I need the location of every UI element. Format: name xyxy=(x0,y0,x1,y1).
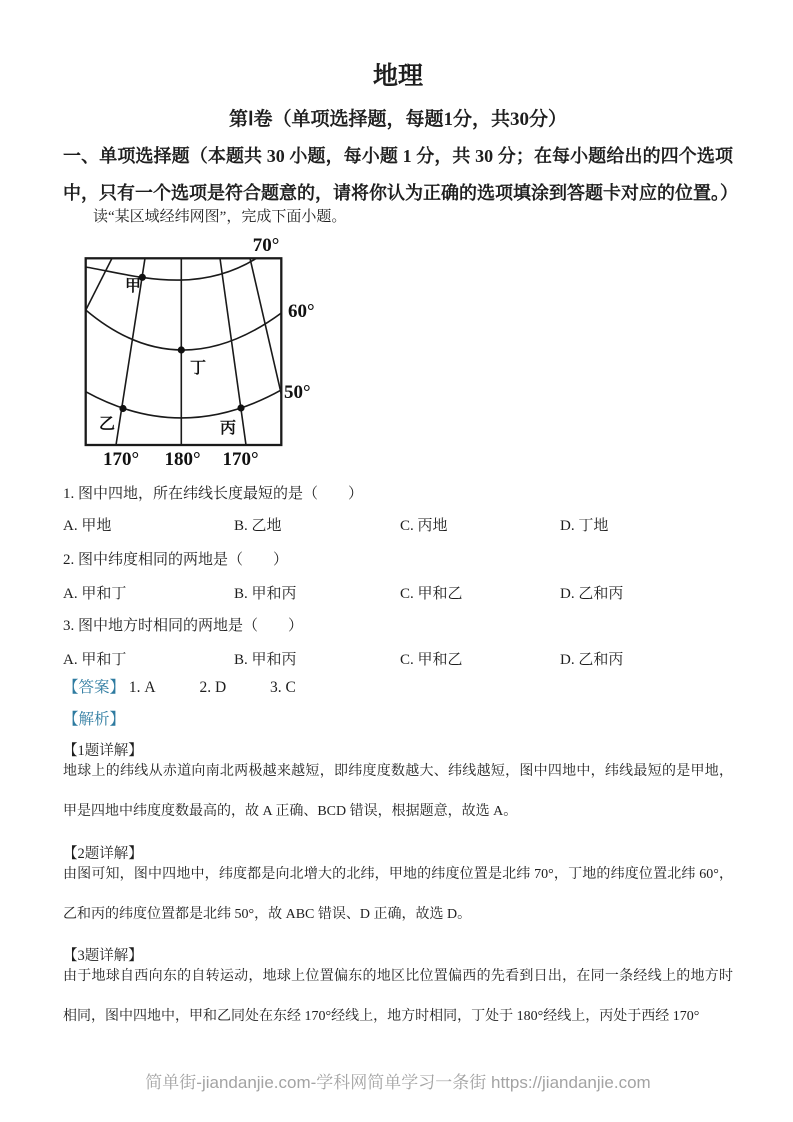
question-2-text: 图中纬度相同的两地是（ ） xyxy=(78,552,289,568)
explanation-3-text: 由于地球自西向东的自转运动，地球上位置偏东的地区比位置偏西的先看到日出，在同一条经线上的地方时相同，图中四地中，甲和乙同处在东经 170°经线上，地方时相同，丁处于 180°经线上，丙处于西经 170° xyxy=(63,969,733,1024)
question-1-option-d: D. 丁地 xyxy=(560,518,609,534)
answer-q1: 1. A xyxy=(128,679,156,696)
question-1-option-c: C. 丙地 xyxy=(400,518,448,534)
explanation-1-text: 地球上的纬线从赤道向南北两极越来越短，即纬度度数越大、纬线越短，图中四地中，纬线最短的是甲地，甲是四地中纬度度数最高的，故 A 正确、BCD 错误，根据题意，故选 A。 xyxy=(63,764,733,819)
explanation-3-heading: 【3题详解】 xyxy=(63,948,143,964)
footer-watermark: 简单街-jiandanjie.com-学科网简单学习一条街 https://jiandanjie.com xyxy=(145,1073,651,1092)
lat-60-label: 60° xyxy=(288,301,315,322)
question-2-options xyxy=(63,582,733,602)
lon-170e-label: 170° xyxy=(102,449,140,470)
lat-70-label: 70° xyxy=(252,235,280,256)
point-bing-dot xyxy=(237,404,244,411)
question-1-number: 1. xyxy=(63,486,75,502)
question-1-option-b: B. 乙地 xyxy=(234,518,282,534)
meridian-far-right xyxy=(250,258,293,445)
question-3 xyxy=(63,614,733,635)
question-1-option-a: A. 甲地 xyxy=(63,518,112,534)
answer-q3: 3. C xyxy=(270,679,296,696)
parallel-50 xyxy=(86,390,282,418)
question-3-option-a: A. 甲和丁 xyxy=(63,652,127,668)
answer-q2: 2. D xyxy=(199,679,227,696)
point-ding-label: 丁 xyxy=(189,360,207,377)
exam-section-title: 第Ⅰ卷（单项选择题，每题1分，共30分） xyxy=(228,109,568,130)
explanation-1-heading: 【1题详解】 xyxy=(63,743,143,759)
point-ding-dot xyxy=(178,346,185,353)
question-1-text: 图中四地，所在纬线长度最短的是（ ） xyxy=(78,486,364,502)
map-svg xyxy=(63,225,335,470)
question-3-option-d: D. 乙和丙 xyxy=(560,652,624,668)
explanation-2-heading: 【2题详解】 xyxy=(63,846,143,862)
question-3-number: 3. xyxy=(63,618,75,634)
question-3-text: 图中地方时相同的两地是（ ） xyxy=(78,618,304,634)
point-yi-dot xyxy=(119,405,126,412)
page-title: 地理 xyxy=(372,63,423,90)
question-2-option-b: B. 甲和丙 xyxy=(234,586,297,602)
lon-180-label: 180° xyxy=(164,449,201,470)
point-yi-label: 乙 xyxy=(98,416,116,433)
answers-label: 【答案】 xyxy=(63,679,126,696)
meridian-170w xyxy=(220,258,246,445)
page-content xyxy=(63,0,738,1122)
question-3-options xyxy=(63,648,733,668)
lat-50-label: 50° xyxy=(284,382,311,403)
section-instructions: 一、单项选择题（本题共 30 小题，每小题 1 分，共 30 分；在每小题给出的四个选项中，只有一个选项是符合题意的，请将你认为正确的选项填涂到答题卡对应的位置。） xyxy=(63,146,738,203)
question-2-option-c: C. 甲和乙 xyxy=(400,586,463,602)
question-2-option-d: D. 乙和丙 xyxy=(560,586,624,602)
question-3-option-b: B. 甲和丙 xyxy=(234,652,297,668)
question-1-options xyxy=(63,514,733,534)
explanation-2-text: 由图可知，图中四地中，纬度都是向北增大的北纬，甲地的纬度位置是北纬 70°，丁地的纬度位置北纬 60°，乙和丙的纬度位置都是北纬 50°，故 ABC 错误、D 正确，故选 D。 xyxy=(63,867,733,922)
analysis-label: 【解析】 xyxy=(63,711,126,728)
question-2 xyxy=(63,548,733,569)
question-1 xyxy=(63,482,733,503)
lat-lon-grid-figure xyxy=(63,225,335,470)
question-3-option-c: C. 甲和乙 xyxy=(400,652,463,668)
meridian-far-left xyxy=(63,258,112,355)
question-2-number: 2. xyxy=(63,552,75,568)
point-bing-label: 丙 xyxy=(219,420,237,437)
reading-instruction: 读“某区域经纬网图”，完成下面小题。 xyxy=(93,209,347,225)
lon-170w-label: 170° xyxy=(222,449,259,470)
question-2-option-a: A. 甲和丁 xyxy=(63,586,127,602)
parallel-60 xyxy=(86,310,282,350)
answers-line xyxy=(63,675,733,697)
point-jia-label: 甲 xyxy=(124,278,142,295)
